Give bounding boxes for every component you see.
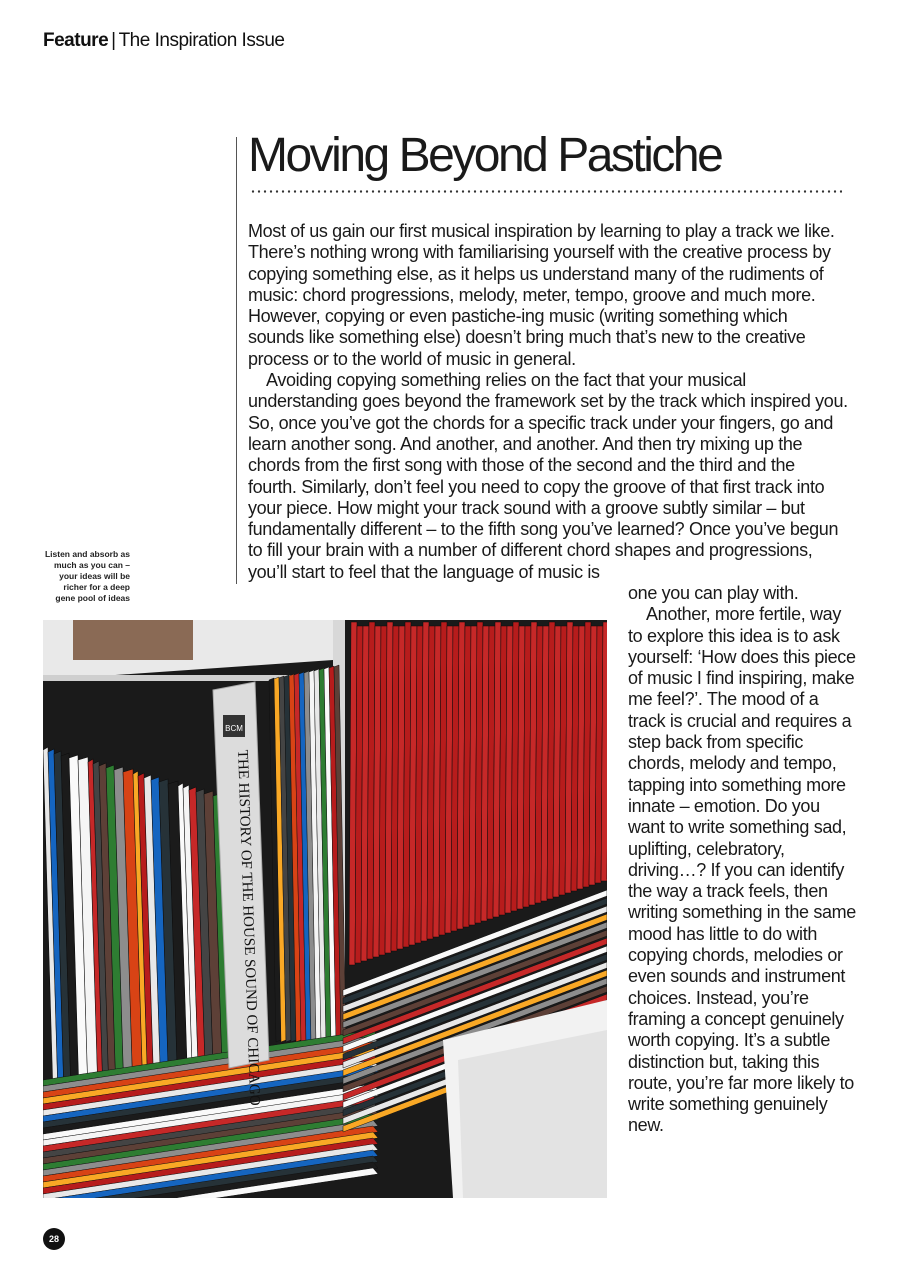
article-paragraph-2-end: one you can play with. <box>628 583 799 603</box>
page-number: 28 <box>43 1228 65 1250</box>
column-rule <box>236 137 237 584</box>
article-right-column <box>628 583 858 1137</box>
page-header <box>43 30 284 52</box>
header-separator: | <box>111 30 116 51</box>
spine-title-text: THE HISTORY OF THE HOUSE SOUND OF CHICAGO <box>234 749 263 1106</box>
article-paragraph-2: Avoiding copying something relies on the fact that your musical understanding goes beyond the framework set by the track which inspired you. So, once you’ve got the chords for a specific track under your fingers, go and learn another song. And another, and another. And then try mixing up the chords from the first song with those of the second and the third and the fourth. Similarly, don’t feel you need to copy the groove of that first track into your piece. How might your track sound with a groove subtly similar – but fundamentally different – to the fifth song you’ve learned? Once you’ve begun to fill your brain with a number of different chord shapes and progressions, you’ll start to feel that the language of music is <box>248 370 848 582</box>
article-main-column <box>248 221 848 583</box>
spine-label-text: BCM <box>225 724 243 733</box>
section-label: Feature <box>43 30 109 51</box>
issue-label: The Inspiration Issue <box>118 30 285 51</box>
vinyl-records-photo <box>43 620 607 1198</box>
photo-caption: Listen and absorb as much as you can – your ideas will be richer for a deep gene pool of ideas <box>44 549 130 603</box>
title-dotted-rule <box>250 190 842 193</box>
article-paragraph-1: Most of us gain our first musical inspiration by learning to play a track we like. There’s nothing wrong with familiarising yourself with the creative process by copying something else, as it helps us understand many of the rudiments of music: chord progressions, melody, meter, tempo, groove and much more. However, copying or even pastiche-ing music (writing something which sounds like something else) doesn’t bring much that’s new to the creative process or to the world of music in general. <box>248 221 835 369</box>
article-paragraph-3: Another, more fertile, way to explore this idea is to ask yourself: ‘How does this piece of music I find inspiring, make me feel?’. The mood of a track is crucial and requires a step back from specific chords, melody and tempo, tapping into something more innate – emotion. Do you want to write something sad, uplifting, celebratory, driving…? If you can identify the way a track feels, then writing something in the same mood has little to do with copying chords, melodies or even sounds and instrument choices. Instead, you’re framing a concept genuinely worth copying. It’s a subtle distinction but, taking this route, you’re far more likely to write something genuinely new. <box>628 604 856 1136</box>
article-title: Moving Beyond Pastiche <box>248 129 722 182</box>
